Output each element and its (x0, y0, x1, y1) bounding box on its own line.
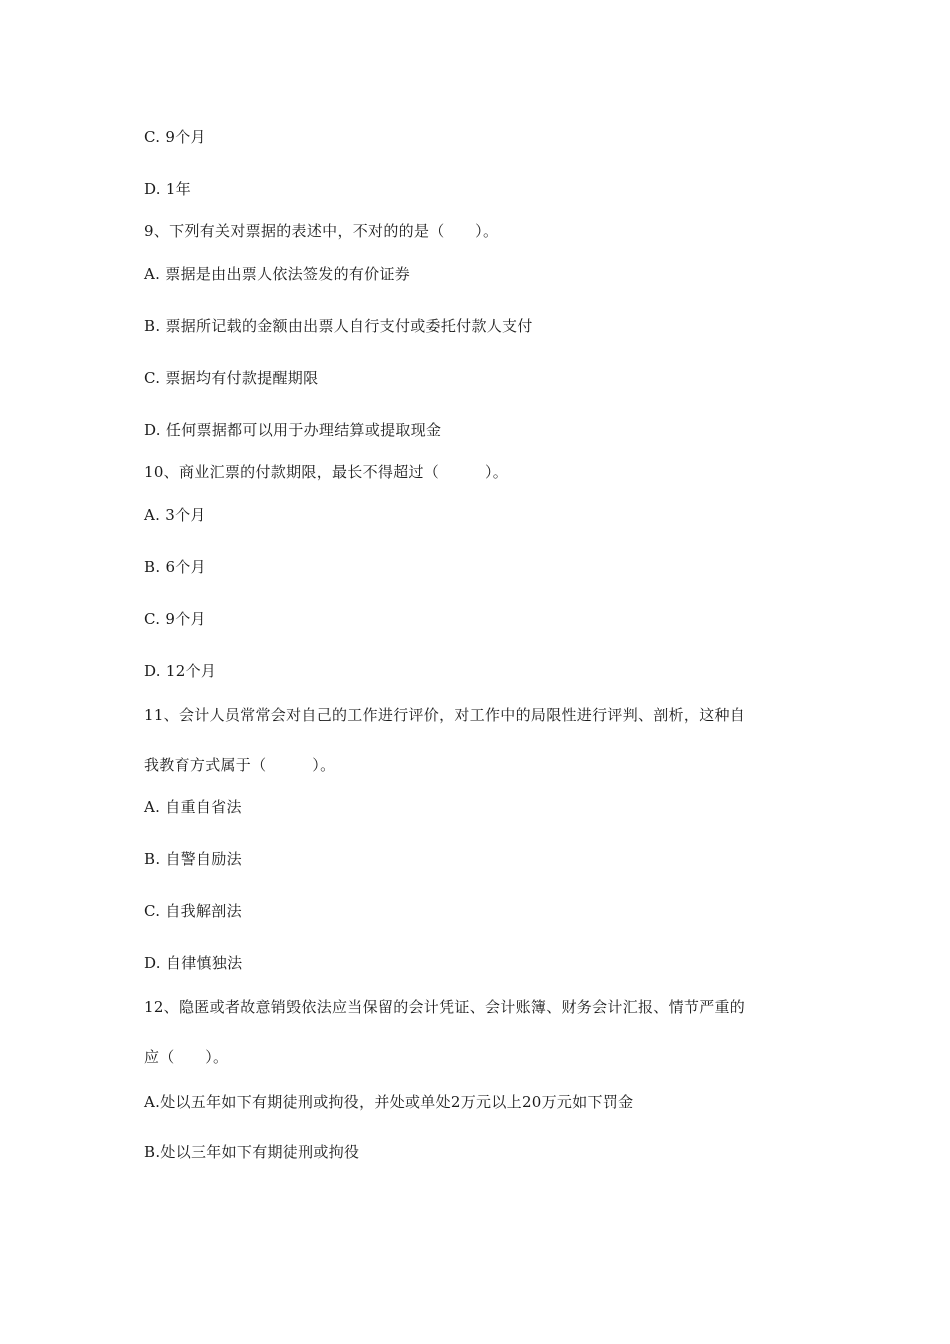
option-10c: C. 9个月 (144, 610, 206, 628)
question-10: 10、商业汇票的付款期限，最长不得超过（ ）。 (144, 463, 509, 481)
option-10b: B. 6个月 (144, 558, 206, 576)
option-8d: D. 1年 (144, 180, 192, 198)
option-11d: D. 自律慎独法 (144, 954, 243, 972)
option-9c: C. 票据均有付款提醒期限 (144, 369, 319, 387)
option-11c: C. 自我解剖法 (144, 902, 242, 920)
question-11-line-2: 我教育方式属于（ ）。 (144, 756, 336, 774)
question-9: 9、下列有关对票据的表述中，不对的的是（ ）。 (144, 222, 499, 240)
option-8c: C. 9个月 (144, 128, 206, 146)
option-10a: A. 3个月 (144, 506, 206, 524)
option-9d: D. 任何票据都可以用于办理结算或提取现金 (144, 421, 442, 439)
option-10d: D. 12个月 (144, 662, 217, 680)
option-11b: B. 自警自励法 (144, 850, 242, 868)
option-9b: B. 票据所记载的金额由出票人自行支付或委托付款人支付 (144, 317, 533, 335)
question-12-line-2: 应（ ）。 (144, 1048, 229, 1066)
question-12-line-1: 12、隐匿或者故意销毁依法应当保留的会计凭证、会计账簿、财务会计汇报、情节严重的 (144, 998, 746, 1016)
option-9a: A. 票据是由出票人依法签发的有价证券 (144, 265, 411, 283)
option-12b: B.处以三年如下有期徒刑或拘役 (144, 1143, 360, 1161)
option-11a: A. 自重自省法 (144, 798, 242, 816)
question-11-line-1: 11、会计人员常常会对自己的工作进行评价，对工作中的局限性进行评判、剖析，这种自 (144, 706, 746, 724)
option-12a: A.处以五年如下有期徒刑或拘役，并处或单处2万元以上20万元如下罚金 (144, 1093, 634, 1111)
